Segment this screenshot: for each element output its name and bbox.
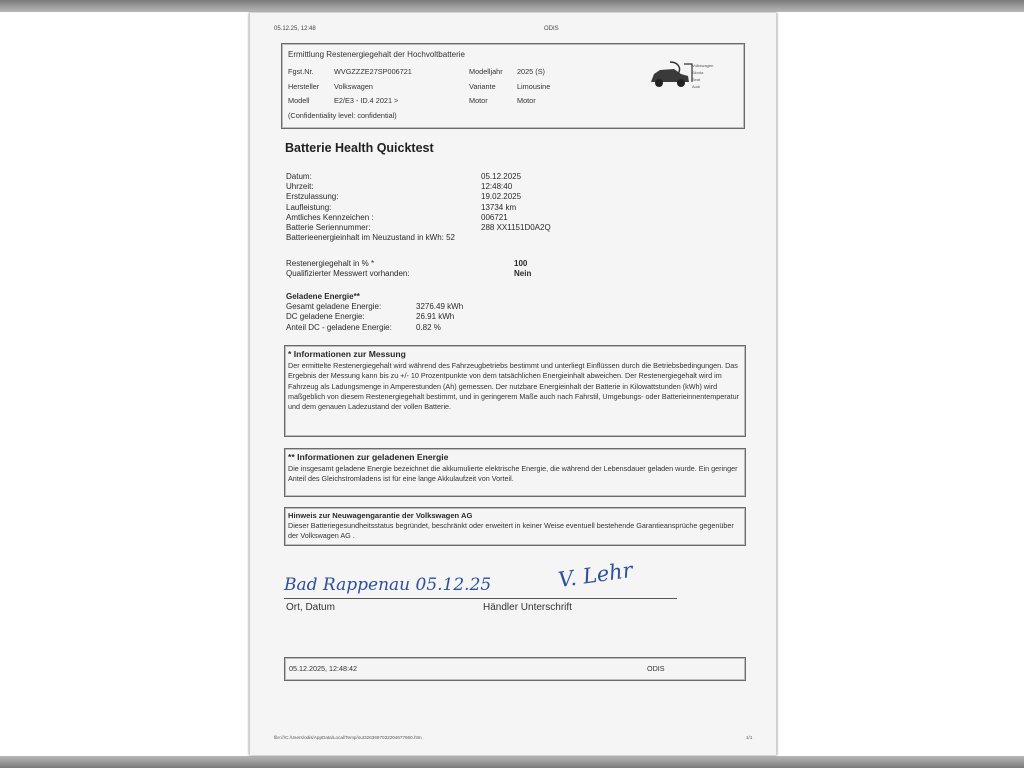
charged-value: 26.91 kWh: [416, 312, 455, 322]
page-title: Batterie Health Quicktest: [285, 141, 434, 155]
charged-value: 0.82 %: [416, 322, 441, 332]
value-motor: Motor: [517, 96, 536, 105]
detail-value: 19.02.2025: [481, 192, 522, 202]
footer-app: ODIS: [647, 664, 665, 673]
detail-label: Erstzulassung:: [286, 192, 339, 202]
vehicle-info-row: [288, 80, 577, 95]
page-header-datetime: 05.12.25, 12:48: [274, 26, 316, 32]
detail-row: [286, 192, 551, 202]
rest-energy-block: [286, 259, 531, 279]
header-box-title: Ermittlung Restenergiegehalt der Hochvoltbatterie: [288, 50, 465, 59]
detail-row: [286, 172, 551, 182]
place-date-label: Ort, Datum: [286, 602, 335, 613]
charged-row: [286, 323, 463, 333]
detail-value: 05.12.2025: [481, 172, 522, 181]
car-icon: [648, 60, 694, 90]
info-measurement-text: Der ermittelte Restenergiegehalt wird während des Fahrzeugbetriebs bestimmt und unterliegt Einflüssen durch die Betriebsbedingungen. Das Ergebnis der Messung kann bis zu +/- 10 Prozentpunkte von dem tatsächlichen Energieinhalt abweichen. Der Restenergiegehalt wird im Fahrzeug als Ladungsmenge in Amperestunden (Ah) gemessen. Der nutzbare Energieinhalt der Batterie in Kilowattstunden (kWh) wird maßgeblich von diesem Restenergiegehalt bestimmt, und in geringerem Maße auch nach Fahrstil, Umgebungs- oder Batterieinnentemperatur und dem genauen Ladezustand der vollen Batterie.: [288, 361, 740, 412]
detail-row: [286, 182, 551, 192]
warranty-note-text: Dieser Batteriegesundheitsstatus begründet, beschränkt oder erweitert in keiner Weise eventuell bestehende Garantieansprüche gegenüber der Volkswagen AG .: [288, 521, 734, 541]
charged-label: DC geladene Energie:: [286, 312, 365, 322]
detail-label: Amtliches Kennzeichen :: [286, 212, 374, 222]
info-measurement-box: [284, 345, 746, 437]
detail-label: Laufleistung:: [286, 202, 332, 212]
bottom-edge-bar: [0, 756, 1024, 768]
handwritten-place-date: Bad Rappenau 05.12.25: [284, 575, 492, 595]
value-modell: E2/E3 - ID.4 2021 >: [334, 96, 399, 105]
charged-energy-title: Geladene Energie**: [286, 292, 360, 301]
detail-label: Uhrzeit:: [286, 182, 314, 192]
info-charged-energy-title: ** Informationen zur geladenen Energie: [288, 452, 449, 462]
info-measurement-title: * Informationen zur Messung: [288, 349, 406, 359]
rest-label: Restenergiegehalt in % *: [286, 259, 375, 268]
detail-row: [286, 203, 551, 213]
document-page: [249, 13, 777, 755]
rest-row: [286, 269, 531, 279]
vehicle-brand-logo: [648, 60, 738, 100]
label-modell: Modell: [288, 96, 310, 105]
page-footer-path: file:///C:/Users/odis/AppData/Local/Temp/out3263697032204677660.htm: [274, 735, 422, 740]
value-hersteller: Volkswagen: [334, 81, 373, 91]
label-motor: Motor: [469, 96, 488, 105]
page-footer-number: 1/1: [746, 735, 753, 740]
rest-row: [286, 259, 531, 269]
detail-row: [286, 213, 551, 223]
detail-row: [286, 223, 551, 233]
label-modelljahr: Modelljahr: [469, 67, 503, 76]
charged-value: 3276.49 kWh: [416, 302, 464, 312]
warranty-note-box: [284, 507, 746, 546]
signature-line: [284, 598, 677, 599]
charged-row: [286, 302, 463, 312]
page-header-app: ODIS: [544, 26, 559, 32]
detail-value: 12:48:40: [481, 182, 513, 192]
logo-text-block: [692, 62, 713, 90]
value-fgst: WVGZZZE27SP006721: [334, 67, 412, 76]
vehicle-info-row: [288, 65, 577, 80]
charged-label: Gesamt geladene Energie:: [286, 302, 382, 312]
detail-label: Datum:: [286, 172, 312, 181]
logo-text-line: Skoda: [692, 70, 704, 75]
value-variante: Limousine: [517, 81, 551, 91]
footer-box: [284, 657, 746, 681]
detail-value: 006721: [481, 212, 508, 222]
logo-text-line: Seat: [692, 77, 701, 82]
logo-text-line: Volkswagen: [692, 63, 714, 68]
vehicle-info-row: [288, 94, 577, 109]
detail-label: Batterie Seriennummer:: [286, 223, 371, 233]
label-hersteller: Hersteller: [288, 81, 320, 91]
rest-percent-value: 100: [514, 259, 528, 268]
qualified-value: Nein: [514, 269, 532, 279]
detail-value: 13734 km: [481, 202, 517, 212]
dealer-signature-label: Händler Unterschrift: [483, 602, 572, 613]
confidentiality-note: (Confidentiality level: confidential): [288, 111, 397, 120]
detail-value: 288 XX1151D0A2Q: [481, 223, 551, 233]
logo-text-line: Audi: [692, 84, 701, 89]
charged-row: [286, 312, 463, 322]
vehicle-info-grid: [288, 65, 577, 109]
warranty-note-title: Hinweis zur Neuwagengarantie der Volkswagen AG: [288, 511, 473, 520]
label-variante: Variante: [469, 81, 496, 91]
footer-datetime: 05.12.2025, 12:48:42: [289, 664, 357, 673]
new-capacity-row: Batterieenergieinhalt im Neuzustand in kWh: 52: [286, 233, 455, 243]
value-modelljahr: 2025 (S): [517, 67, 545, 76]
charged-label: Anteil DC - geladene Energie:: [286, 322, 392, 332]
vehicle-info-box: [281, 43, 745, 129]
info-charged-energy-text: Die insgesamt geladene Energie bezeichnet die akkumulierte elektrische Energie, die während der Lebensdauer geladen wurde. Ein geringer Anteil des Gleichstromladens ist für eine lange Akkulaufzeit von Vorteil.: [288, 464, 738, 484]
rest-label: Qualifizierter Messwert vorhanden:: [286, 269, 410, 279]
handwritten-signature: V. Lehr: [556, 557, 635, 593]
top-edge-bar: [0, 0, 1024, 12]
charged-energy-block: [286, 292, 463, 333]
info-charged-energy-box: [284, 448, 746, 497]
test-details: [286, 172, 551, 243]
label-fgst: Fgst.Nr.: [288, 67, 314, 76]
